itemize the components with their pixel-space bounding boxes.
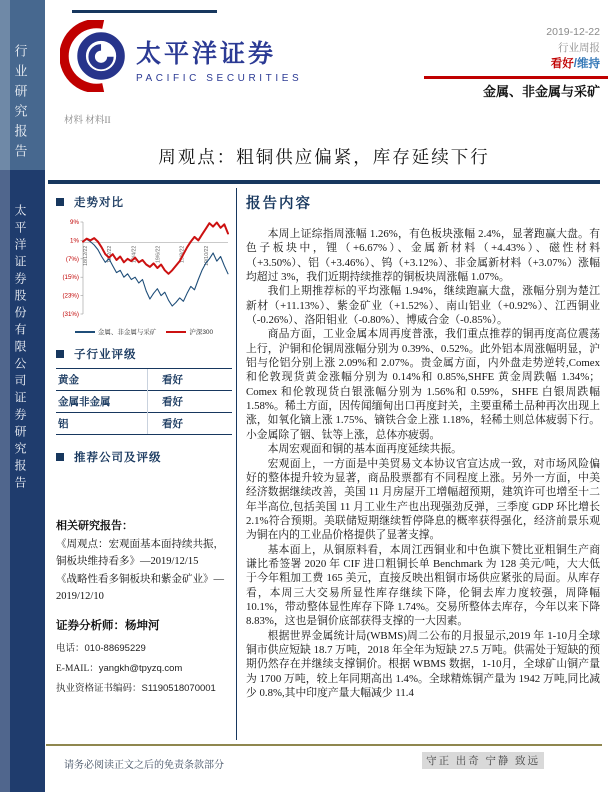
brand-name-en: PACIFIC SECURITIES [136, 73, 303, 84]
analyst-email [56, 659, 232, 679]
analyst-cert [56, 679, 232, 699]
header-red-rule [424, 76, 608, 79]
cert-value: S1190518070001 [141, 683, 216, 694]
sub-industry-name: 金属非金属 [56, 391, 148, 413]
square-bullet-icon [56, 453, 64, 461]
report-type: 行业周报 [558, 42, 600, 54]
sub-industry-rating: 看好 [148, 369, 233, 391]
sub-industry-rating: 看好 [148, 413, 233, 435]
legend-label: 金属、非金属与采矿 [97, 329, 157, 336]
related-report-item: 《周观点：宏观面基本面持续共振，铜板块维持看多》—2019/12/15 [56, 539, 224, 567]
header-meta [370, 24, 600, 100]
report-paragraph: 基本面上，从铜原料看，本周江西铜业和中色旗下赞比亚粗铜生产商谦比希签署 2020 年 CIF 进口粗铜长单 Benchmark 为 128 美元/吨，大大低于今年粗加工费 165 美元，直接反映出粗铜市场供应紧张的局面。从库存看，本周三大交易所显性库存继续下降，伦铜去库力度较强，周降幅 10.1%，带动整体显性库存下降 1.74%。交易所整体去库存，今年以来下降 8.83%，这也是铜价底部获得支撑的一大因素。 [246, 543, 600, 628]
legend-item [75, 327, 157, 336]
email-label: E-MAIL： [56, 664, 99, 674]
legend-swatch-icon [75, 331, 95, 333]
sub-industry-name: 黄金 [56, 369, 148, 391]
trend-chart-svg [58, 216, 232, 320]
svg-text:1%: 1% [70, 237, 79, 245]
report-paragraph: 我们上期推荐标的平均涨幅 1.94%，继续跑赢大盘，涨幅分别为楚江新材（+11.13%）、紫金矿业（+1.52%）、南山铝业（+0.92%）、江西铜业（-0.26%）、洛阳钼业（-0.80%）、博威合金（-0.85%）。 [246, 285, 600, 327]
svg-text:19/4/22: 19/4/22 [131, 245, 138, 264]
sub-rating-table [56, 368, 232, 435]
logo-top-rule [72, 10, 217, 13]
email-value: yangkh@tpyzq.com [98, 663, 183, 674]
footer-disclaimer: 请务必阅读正文之后的免责条款部分 [64, 760, 224, 771]
sub-industry-rating: 看好 [148, 391, 233, 413]
phone-value: 010-88695229 [84, 643, 146, 654]
sidebar-top-label: 行业研究报告 [12, 44, 28, 164]
report-paragraph: 商品方面，工业金属本周再度普涨，我们重点推荐的铜再度高位震荡上行，沪铜和伦铜周涨幅分别为 0.39%、0.52%。此外铝本周涨幅明显，沪铝与伦铝分别上涨 2.09%和 2.07%。贵金属方面，内外盘走势逆转,Comex 和伦敦现货黄金涨幅分别为 0.14%和 0.85%,SHFE 黄金周跌幅 1.34%；Comex 和伦敦现货白银涨幅分别为 1.56%和 0.59%，SHFE 白银周跌幅 1.58%。稀土方面，因传闻缅甸出口再度封关，主要重稀土品种再次出现上涨，如氧化镝上涨 1.75%、镝铁合金上涨 1.18%，轻稀土则总体疲弱下行。小金属除了铟、钛等上涨，总体亦疲弱。 [246, 328, 600, 441]
report-paragraph: 根据世界金属统计局(WBMS)周二公布的月报显示,2019 年 1-10月全球铜市供应短缺 18.7 万吨，2018 年全年为短缺 27.5 万吨。供需处于短缺的预期仍然存在并继续支撑铜价。根据 WBMS 数据，1-10月，全球矿山铜产量为 1700 万吨，较上年同期高出 1.4%。全球精炼铜产量为 1942 万吨,同比减少 0.8%,其中印度产量大幅减少 11.4 [246, 629, 600, 699]
industry-name: 金属、非金属与采矿 [482, 84, 600, 99]
report-paragraph: 本周宏观面和铜的基本面再度延续共振。 [267, 443, 462, 456]
svg-text:19/2/22: 19/2/22 [107, 245, 114, 264]
brand-name-cn: 太平洋证券 [136, 40, 277, 68]
related-report-item: 《战略性看多铜板块和紫金矿业》—2019/12/10 [56, 574, 224, 602]
sidebar-bottom-label: 太平洋证券股份有限公司证券研究报告 [13, 204, 27, 493]
brand-logo-icon [60, 20, 132, 92]
sub-rating-heading: 子行业评级 [74, 349, 137, 361]
svg-text:(23%): (23%) [62, 292, 79, 300]
square-bullet-icon [56, 198, 64, 206]
sidebar-edge-strip [0, 0, 10, 792]
section-sub-rating [56, 346, 232, 362]
svg-text:(7%): (7%) [65, 255, 79, 263]
column-divider [236, 188, 237, 740]
legend-item [166, 327, 213, 336]
cert-label: 执业资格证书编码： [56, 684, 142, 694]
trend-chart [58, 216, 232, 325]
page-title: 周观点：粗铜供应偏紧，库存延续下行 [158, 147, 490, 167]
trend-heading: 走势对比 [74, 197, 124, 209]
table-row [56, 413, 232, 435]
phone-label: 电话： [56, 644, 85, 654]
brand-block [136, 34, 302, 84]
section-recommend [56, 449, 232, 465]
svg-text:9%: 9% [70, 219, 79, 226]
footer-rule [46, 744, 602, 746]
analyst-phone [56, 639, 232, 659]
report-date: 2019-12-22 [546, 26, 600, 38]
square-bullet-icon [56, 350, 64, 358]
legend-swatch-icon [166, 331, 186, 333]
svg-text:19/6/22: 19/6/22 [155, 245, 162, 264]
recommend-empty-space [56, 471, 232, 511]
section-trend [56, 194, 232, 210]
industry-rating [370, 56, 600, 73]
svg-text:(15%): (15%) [62, 274, 79, 282]
rating-action: 维持 [577, 58, 600, 70]
report-paragraph: 本周上证综指周涨幅 1.26%，有色板块涨幅 2.4%，显著跑赢大盘。有色子板块中，锂（+6.67%）、金属新材料（+4.43%）、磁性材料（+3.50%）、铝（+3.46%）、钨（+3.12%）、非金属新材料（+3.07%）涨幅均超过 3%，我们近期持续推荐的铜板块周涨幅 1.07%。 [246, 228, 600, 284]
trend-chart-legend [56, 327, 232, 336]
title-rule [48, 180, 600, 184]
svg-text:19/8/22: 19/8/22 [179, 245, 186, 264]
table-row [56, 391, 232, 413]
related-reports-heading: 相关研究报告： [56, 520, 133, 532]
report-paragraph: 宏观面上，一方面是中美贸易文本协议官宣达成一致，对市场风险偏好的整体提升较为显著，商品股票都有不同程度上涨。另外一方面，中美经济数据继续改善，美国 11 月房屋开工增幅超预期，建筑许可也增至十二年半高位,包括美国 11 月工业生产也出现强劲反弹，三季度 GDP 环比增长 2.1%符合预期。美联储短期继续暂停降息的概率获得强化，经济前景乐观为铜在内的工业品价格提供了显著支撑。 [246, 457, 600, 542]
footer-motto: 守正 出奇 宁静 致远 [422, 752, 544, 769]
sidebar [0, 0, 45, 792]
sub-industry-name: 铝 [56, 413, 148, 435]
rating-sep: / [573, 58, 577, 70]
legend-label: 沪深300 [189, 329, 214, 336]
left-column [56, 190, 232, 699]
table-row [56, 369, 232, 391]
breadcrumb: 材料 材料II [64, 116, 111, 126]
analyst-name: 证券分析师：杨坤河 [56, 620, 160, 632]
svg-text:19/10/22: 19/10/22 [203, 245, 210, 266]
svg-text:18/12/22: 18/12/22 [83, 245, 89, 266]
rating-value: 看好 [550, 58, 574, 70]
report-content-heading: 报告内容 [246, 196, 312, 212]
recommend-heading: 推荐公司及评级 [74, 452, 162, 464]
report-content [246, 192, 600, 700]
svg-text:(31%): (31%) [62, 311, 79, 318]
